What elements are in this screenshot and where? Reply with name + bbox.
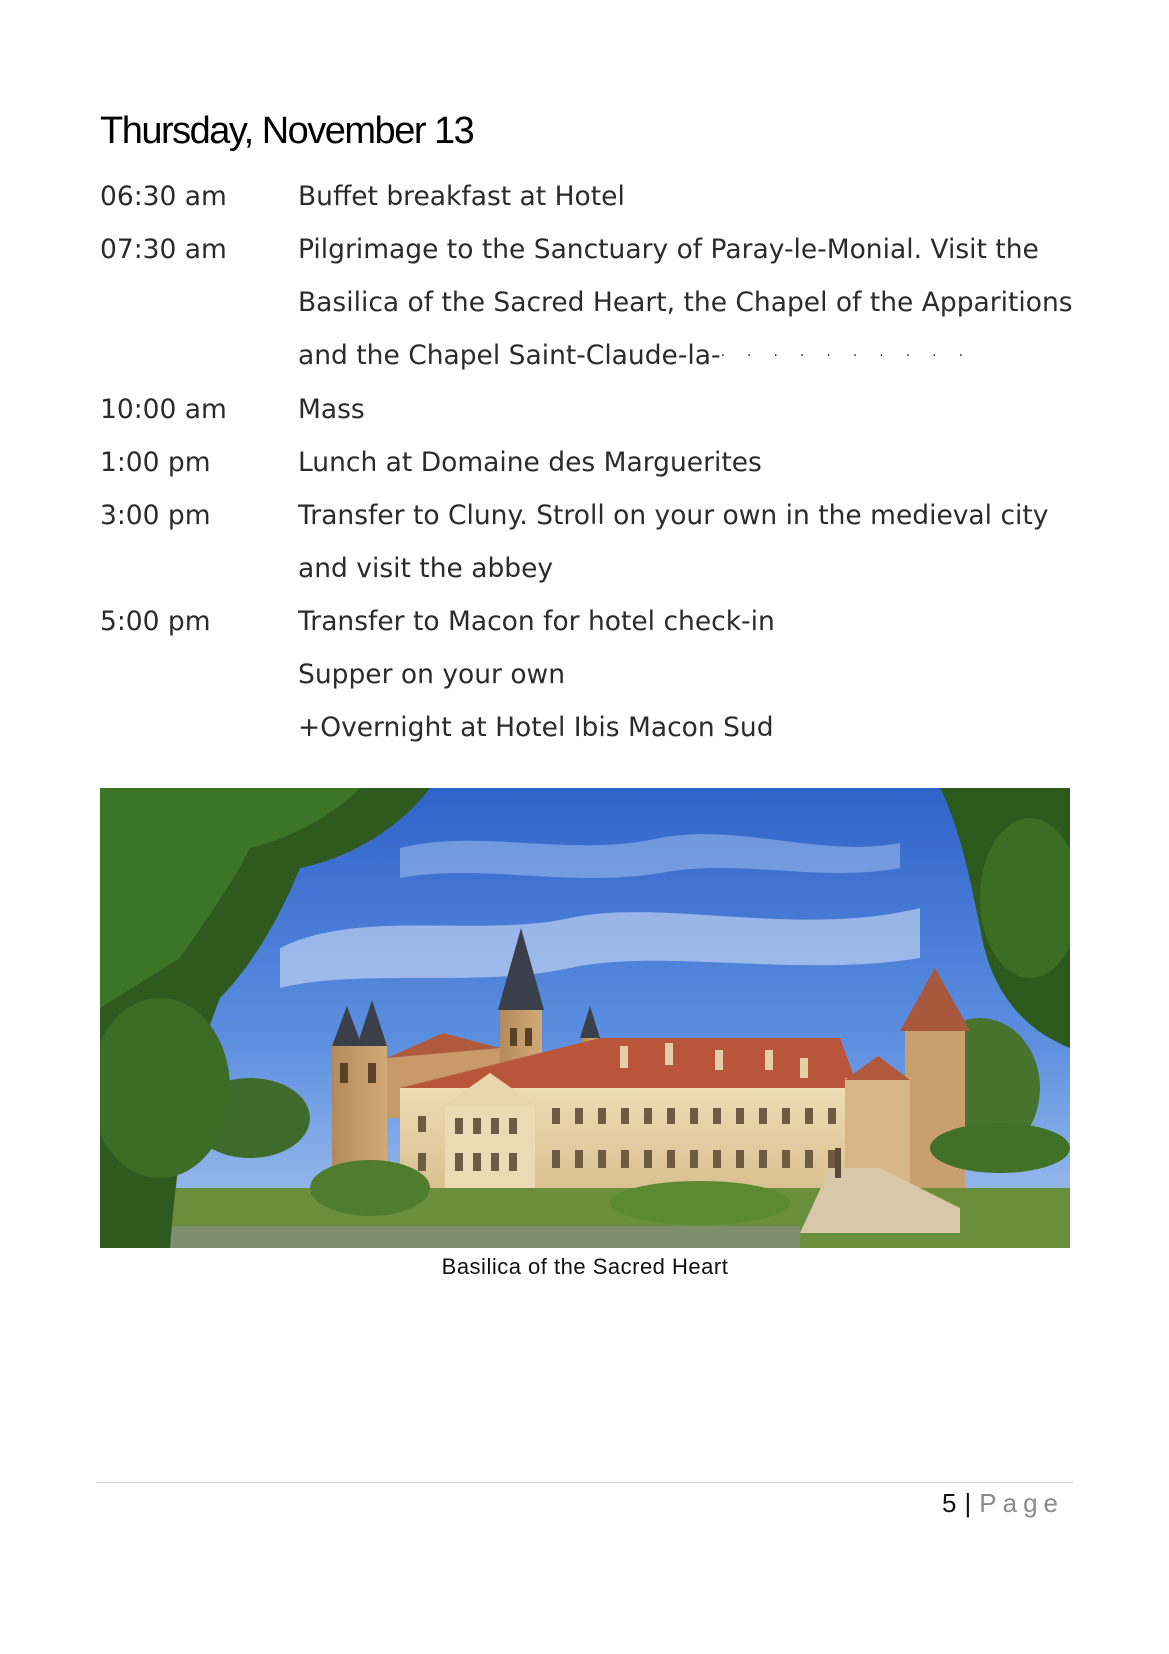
schedule-entry	[100, 170, 1080, 223]
entry-line: Pilgrimage to the Sanctuary of Paray-le-Monial. Visit the	[298, 234, 1039, 265]
entry-line: Lunch at Domaine des Marguerites	[298, 447, 762, 478]
footer-separator: |	[964, 1488, 972, 1518]
entry-time: 06:30 am	[100, 181, 227, 212]
page-number: 5	[942, 1488, 957, 1518]
photo-caption: Basilica of the Sacred Heart	[441, 1254, 729, 1279]
entry-line-truncated	[298, 329, 1080, 383]
page-label: Page	[979, 1488, 1064, 1518]
schedule	[100, 170, 1080, 754]
schedule-entry	[100, 383, 1080, 436]
entry-line: and visit the abbey	[298, 553, 554, 584]
entry-line: and the Chapel Saint-Claude-la-	[298, 340, 721, 371]
page-footer	[942, 1488, 1064, 1519]
entry-time: 07:30 am	[100, 234, 227, 265]
basilica-photo	[100, 788, 1070, 1248]
entry-time: 5:00 pm	[100, 606, 211, 637]
schedule-entry	[100, 595, 1080, 754]
entry-time: 10:00 am	[100, 394, 227, 425]
entry-description	[298, 489, 1080, 595]
entry-line: +Overnight at Hotel Ibis Macon Sud	[298, 712, 774, 743]
schedule-entry	[100, 436, 1080, 489]
footer-divider	[97, 1482, 1073, 1483]
entry-line: Transfer to Macon for hotel check-in	[298, 606, 775, 637]
entry-time: 3:00 pm	[100, 500, 211, 531]
entry-line: Buffet breakfast at Hotel	[298, 181, 625, 212]
entry-description	[298, 595, 1080, 754]
truncation-dots: ··········	[720, 348, 986, 364]
schedule-entry	[100, 223, 1080, 383]
entry-line: Mass	[298, 394, 365, 425]
entry-description	[298, 223, 1080, 383]
entry-line: Basilica of the Sacred Heart, the Chapel of the Apparitions	[298, 287, 1073, 318]
entry-description	[298, 436, 1080, 489]
entry-line: Supper on your own	[298, 659, 566, 690]
entry-line: Transfer to Cluny. Stroll on your own in the medieval city	[298, 500, 1049, 531]
entry-description	[298, 383, 1080, 436]
entry-description	[298, 170, 1080, 223]
page-title: Thursday, November 13	[100, 110, 474, 152]
entry-time: 1:00 pm	[100, 447, 211, 478]
schedule-entry	[100, 489, 1080, 595]
